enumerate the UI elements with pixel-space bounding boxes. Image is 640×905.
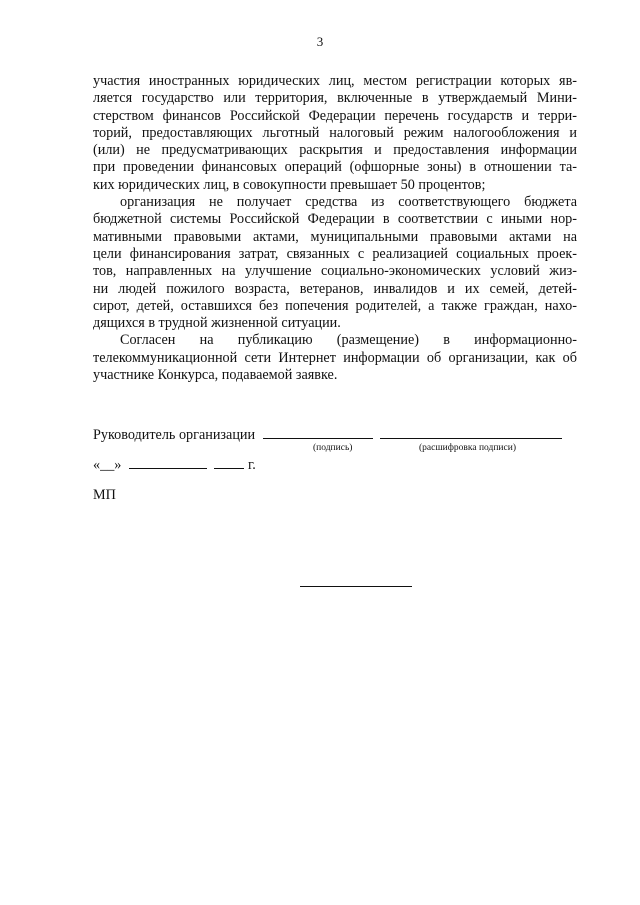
- text-line: торий, предоставляющих льготный налоговый режим налогообложения и: [93, 124, 577, 141]
- text-line: организация не получает средства из соответствующего бюджета: [120, 194, 577, 211]
- signature-label: Руководитель организации: [93, 427, 256, 443]
- text-line: дящихся в трудной жизненной ситуации.: [93, 315, 341, 332]
- paragraph-publication-consent: [93, 332, 577, 384]
- paragraph-budget-funding: [93, 194, 577, 332]
- text-line: телекоммуникационной сети Интернет информации об организации, как об: [93, 349, 577, 366]
- text-line: ни людей пожилого возраста, ветеранов, инвалидов и их семей, детей-: [93, 280, 577, 297]
- date-year-field[interactable]: [214, 456, 244, 469]
- signature-caption: (подпись): [313, 443, 353, 453]
- date-year-suffix: г.: [248, 457, 256, 473]
- text-line: участнике Конкурса, подаваемой заявке.: [93, 367, 338, 384]
- text-line: Согласен на публикацию (размещение) в информационно-: [120, 332, 577, 349]
- body-text: [93, 73, 577, 384]
- text-line: ких юридических лиц, в совокупности превышает 50 процентов;: [93, 176, 486, 193]
- date-month-field[interactable]: [129, 456, 207, 469]
- text-line: цели финансирования затрат, связанных с реализацией социальных проек-: [93, 245, 577, 262]
- text-line: стерством финансов Российской Федерации перечень государств и терри-: [93, 107, 577, 124]
- text-line: (или) не предусматривающих раскрытия и предоставления информации: [93, 142, 577, 159]
- text-line: тов, направленных на улучшение социально-экономических условий жиз-: [93, 263, 577, 280]
- text-line: при проведении финансовых операций (офшорные зоны) в отношении та-: [93, 159, 577, 176]
- date-day-field[interactable]: __: [100, 457, 115, 473]
- text-line: бюджетной системы Российской Федерации в соответствии с иными нор-: [93, 211, 577, 228]
- signature-line[interactable]: [263, 425, 373, 439]
- page-number: 3: [316, 34, 324, 49]
- date-close-quote: »: [114, 457, 122, 473]
- text-line: ляется государство или территория, включенные в утверждаемый Мини-: [93, 90, 577, 107]
- date-row: [93, 456, 256, 474]
- date-open-quote: «: [93, 457, 101, 473]
- signature-decoding-line[interactable]: [380, 425, 562, 439]
- text-line: мативными правовыми актами, муниципальными правовыми актами на: [93, 228, 577, 245]
- end-divider: [300, 586, 412, 587]
- text-line: участия иностранных юридических лиц, местом регистрации которых яв-: [93, 73, 577, 89]
- stamp-label: МП: [93, 487, 116, 503]
- paragraph-foreign-participation: [93, 73, 577, 194]
- signature-block: [93, 425, 577, 457]
- text-line: сирот, детей, оставшихся без попечения родителей, а также граждан, нахо-: [93, 297, 577, 314]
- signature-decoding-caption: (расшифровка подписи): [419, 443, 516, 453]
